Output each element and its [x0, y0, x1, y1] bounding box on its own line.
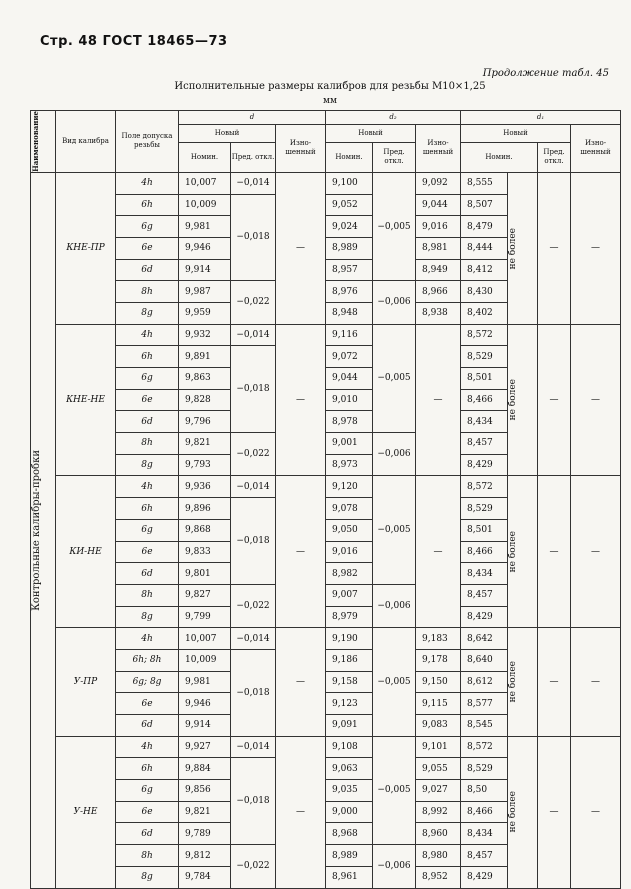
header-d1: d₁ — [461, 111, 621, 125]
d2-worn: 8,992 — [416, 801, 461, 823]
d2-worn: 8,960 — [416, 823, 461, 845]
d-nominal: 9,827 — [179, 584, 231, 606]
d-nominal: 9,821 — [179, 801, 231, 823]
d1-nominal: 8,529 — [461, 498, 508, 520]
d1-worn-dash: — — [571, 736, 621, 888]
d1-deviation-text: не более — [508, 531, 518, 573]
d2-nominal: 8,957 — [326, 259, 373, 281]
d2-nominal: 8,979 — [326, 606, 373, 628]
d2-nominal: 8,961 — [326, 866, 373, 888]
d2-deviation: −0,005 — [373, 324, 416, 432]
header-d-pred: Пред. откл. — [231, 142, 276, 172]
d1-worn-dash: — — [571, 628, 621, 736]
d1-deviation — [508, 736, 538, 888]
d2-nominal: 9,116 — [326, 324, 373, 346]
d2-deviation: −0,005 — [373, 736, 416, 844]
d2-nominal: 9,035 — [326, 780, 373, 802]
tolerance-field: 6h; 8h — [116, 649, 179, 671]
header-d-new: Новый — [179, 125, 276, 143]
d2-nominal: 9,100 — [326, 172, 373, 194]
d-worn-dash: — — [276, 172, 326, 324]
table-title: Исполнительные размеры калибров для резьбы М10×1,25 — [174, 81, 486, 92]
d2-nominal: 8,948 — [326, 302, 373, 324]
table-units: мм — [322, 96, 337, 106]
d-worn-dash: — — [276, 476, 326, 628]
d2-deviation: −0,006 — [373, 845, 416, 888]
table-body — [31, 172, 621, 888]
d-deviation: −0,014 — [231, 628, 276, 650]
header-d2-pred: Пред. откл. — [373, 142, 416, 172]
d2-deviation: −0,006 — [373, 281, 416, 324]
d1-deviation-text: не более — [508, 379, 518, 421]
header-d2-nom: Номин. — [326, 142, 373, 172]
tolerance-field: 6e — [116, 389, 179, 411]
d1-nominal: 8,640 — [461, 649, 508, 671]
d-deviation: −0,022 — [231, 281, 276, 324]
table-row — [31, 324, 621, 346]
d2-deviation: −0,006 — [373, 433, 416, 476]
d2-worn: 9,083 — [416, 715, 461, 737]
d1-nominal: 8,402 — [461, 302, 508, 324]
d1-nominal: 8,466 — [461, 389, 508, 411]
d1-worn-dash: — — [571, 476, 621, 628]
d-nominal: 9,981 — [179, 216, 231, 238]
group-name: Контрольные калибры-пробки — [31, 449, 42, 611]
calibre-type: КНЕ-ПР — [56, 172, 116, 324]
tolerance-field: 6g; 8g — [116, 671, 179, 693]
d-nominal: 9,896 — [179, 498, 231, 520]
tolerance-field: 8h — [116, 845, 179, 867]
d-nominal: 9,812 — [179, 845, 231, 867]
d2-nominal: 8,976 — [326, 281, 373, 303]
tolerance-field: 6h — [116, 346, 179, 368]
d1-worn-dash: — — [571, 324, 621, 476]
tolerance-field: 8g — [116, 454, 179, 476]
d2-nominal: 8,989 — [326, 845, 373, 867]
d1-nominal: 8,429 — [461, 454, 508, 476]
continuation-note: Продолжение табл. 45 — [482, 68, 609, 79]
d1-pred-dash: — — [538, 324, 571, 476]
d1-nominal: 8,444 — [461, 237, 508, 259]
header-d-nom: Номин. — [179, 142, 231, 172]
d-deviation: −0,022 — [231, 845, 276, 888]
header-vid: Вид калибра — [56, 111, 116, 173]
d2-worn-dash: — — [416, 476, 461, 628]
d-nominal: 9,884 — [179, 758, 231, 780]
tolerance-field: 6e — [116, 541, 179, 563]
d-nominal: 9,856 — [179, 780, 231, 802]
d1-deviation-text: не более — [508, 227, 518, 269]
d2-worn: 9,178 — [416, 649, 461, 671]
d2-nominal: 9,052 — [326, 194, 373, 216]
d2-deviation: −0,006 — [373, 584, 416, 627]
header-pole: Поле допуска резьбы — [116, 111, 179, 173]
d2-nominal: 9,016 — [326, 541, 373, 563]
tolerance-field: 6h — [116, 498, 179, 520]
d-nominal: 9,891 — [179, 346, 231, 368]
d2-nominal: 9,007 — [326, 584, 373, 606]
d2-worn: 8,949 — [416, 259, 461, 281]
tolerance-field: 4h — [116, 476, 179, 498]
d2-nominal: 9,078 — [326, 498, 373, 520]
d-worn-dash: — — [276, 628, 326, 736]
d1-deviation — [508, 476, 538, 628]
d1-nominal: 8,466 — [461, 801, 508, 823]
d-nominal: 9,801 — [179, 563, 231, 585]
tolerance-field: 4h — [116, 324, 179, 346]
d2-deviation: −0,005 — [373, 476, 416, 584]
tolerance-field: 6e — [116, 801, 179, 823]
header-d2: d₂ — [326, 111, 461, 125]
tolerance-field: 8h — [116, 584, 179, 606]
d2-worn: 9,150 — [416, 671, 461, 693]
d1-deviation-text: не более — [508, 791, 518, 833]
d-nominal: 9,927 — [179, 736, 231, 758]
header-d-worn: Изно-шенный — [276, 125, 326, 173]
d2-nominal: 9,190 — [326, 628, 373, 650]
d1-nominal: 8,572 — [461, 736, 508, 758]
d2-worn: 8,966 — [416, 281, 461, 303]
d-nominal: 9,799 — [179, 606, 231, 628]
d-nominal: 9,821 — [179, 433, 231, 455]
tolerance-field: 6d — [116, 715, 179, 737]
tolerance-field: 6d — [116, 563, 179, 585]
d2-deviation: −0,005 — [373, 172, 416, 280]
d1-nominal: 8,429 — [461, 866, 508, 888]
d-deviation: −0,022 — [231, 584, 276, 627]
header-naimenovanie: Наименование — [31, 111, 56, 173]
d1-nominal: 8,501 — [461, 519, 508, 541]
d-nominal: 9,863 — [179, 368, 231, 390]
d1-deviation — [508, 324, 538, 476]
tolerance-field: 6d — [116, 259, 179, 281]
d-deviation: −0,018 — [231, 649, 276, 736]
group-name-cell — [31, 172, 56, 888]
d-worn-dash: — — [276, 736, 326, 888]
d2-nominal: 8,968 — [326, 823, 373, 845]
tolerance-field: 6h — [116, 758, 179, 780]
tolerance-field: 6g — [116, 216, 179, 238]
d2-nominal: 8,989 — [326, 237, 373, 259]
d1-deviation-text: не более — [508, 661, 518, 703]
d2-deviation: −0,005 — [373, 628, 416, 736]
table-row — [31, 172, 621, 194]
tolerance-field: 6e — [116, 237, 179, 259]
tolerance-field: 6g — [116, 368, 179, 390]
d2-worn: 9,044 — [416, 194, 461, 216]
calibre-table — [30, 110, 621, 889]
d1-nominal: 8,430 — [461, 281, 508, 303]
d-nominal: 9,793 — [179, 454, 231, 476]
d1-pred-dash: — — [538, 172, 571, 324]
d2-nominal: 9,072 — [326, 346, 373, 368]
d2-nominal: 9,050 — [326, 519, 373, 541]
calibre-type: КНЕ-НЕ — [56, 324, 116, 476]
d2-nominal: 9,063 — [326, 758, 373, 780]
d2-worn: 9,183 — [416, 628, 461, 650]
d1-nominal: 8,457 — [461, 584, 508, 606]
d1-nominal: 8,434 — [461, 563, 508, 585]
d1-pred-dash: — — [538, 476, 571, 628]
d2-worn: 8,952 — [416, 866, 461, 888]
d2-worn: 8,938 — [416, 302, 461, 324]
d-nominal: 9,784 — [179, 866, 231, 888]
tolerance-field: 8h — [116, 433, 179, 455]
d2-worn: 9,092 — [416, 172, 461, 194]
d1-nominal: 8,50 — [461, 780, 508, 802]
tolerance-field: 8g — [116, 302, 179, 324]
d1-pred-dash: — — [538, 628, 571, 736]
d-nominal: 9,914 — [179, 259, 231, 281]
header-d2-new: Новый — [326, 125, 416, 143]
d-nominal: 9,959 — [179, 302, 231, 324]
tolerance-field: 6d — [116, 411, 179, 433]
d2-worn: 8,980 — [416, 845, 461, 867]
d-deviation: −0,018 — [231, 758, 276, 845]
d-nominal: 9,981 — [179, 671, 231, 693]
d-nominal: 9,946 — [179, 693, 231, 715]
d-nominal: 9,932 — [179, 324, 231, 346]
d-nominal: 9,796 — [179, 411, 231, 433]
d-deviation: −0,014 — [231, 736, 276, 758]
header-d1-worn: Изно-шенный — [571, 125, 621, 173]
header-d1-new: Новый — [461, 125, 571, 143]
header-d1-nom: Номин. — [461, 142, 538, 172]
d-nominal: 10,009 — [179, 194, 231, 216]
tolerance-field: 6g — [116, 780, 179, 802]
d1-nominal: 8,479 — [461, 216, 508, 238]
d1-nominal: 8,412 — [461, 259, 508, 281]
table-row — [31, 628, 621, 650]
d1-deviation — [508, 628, 538, 736]
tolerance-field: 6e — [116, 693, 179, 715]
d2-nominal: 9,001 — [326, 433, 373, 455]
tolerance-field: 8g — [116, 866, 179, 888]
d1-worn-dash: — — [571, 172, 621, 324]
d1-nominal: 8,457 — [461, 433, 508, 455]
tolerance-field: 6g — [116, 519, 179, 541]
d2-nominal: 9,120 — [326, 476, 373, 498]
calibre-type: У-ПР — [56, 628, 116, 736]
d2-nominal: 9,091 — [326, 715, 373, 737]
tolerance-field: 8h — [116, 281, 179, 303]
d1-pred-dash: — — [538, 736, 571, 888]
d-nominal: 9,828 — [179, 389, 231, 411]
d1-nominal: 8,612 — [461, 671, 508, 693]
page-header: Стр. 48 ГОСТ 18465—73 — [40, 34, 228, 49]
d-deviation: −0,014 — [231, 324, 276, 346]
d1-nominal: 8,577 — [461, 693, 508, 715]
d2-nominal: 9,186 — [326, 649, 373, 671]
d1-nominal: 8,642 — [461, 628, 508, 650]
d2-worn: 8,981 — [416, 237, 461, 259]
d1-nominal: 8,545 — [461, 715, 508, 737]
d2-worn-dash: — — [416, 324, 461, 476]
d1-nominal: 8,457 — [461, 845, 508, 867]
d-nominal: 9,789 — [179, 823, 231, 845]
tolerance-field: 8g — [116, 606, 179, 628]
header-d2-worn: Изно-шенный — [416, 125, 461, 173]
tolerance-field: 6d — [116, 823, 179, 845]
d2-nominal: 8,978 — [326, 411, 373, 433]
d1-nominal: 8,555 — [461, 172, 508, 194]
d-nominal: 10,007 — [179, 628, 231, 650]
d1-nominal: 8,434 — [461, 823, 508, 845]
table-row — [31, 476, 621, 498]
d2-nominal: 8,973 — [326, 454, 373, 476]
d2-nominal: 9,158 — [326, 671, 373, 693]
d1-nominal: 8,507 — [461, 194, 508, 216]
tolerance-field: 4h — [116, 628, 179, 650]
d2-worn: 9,115 — [416, 693, 461, 715]
d-nominal: 9,868 — [179, 519, 231, 541]
d-deviation: −0,018 — [231, 194, 276, 281]
d1-nominal: 8,572 — [461, 476, 508, 498]
d-deviation: −0,022 — [231, 433, 276, 476]
d2-nominal: 9,000 — [326, 801, 373, 823]
d1-nominal: 8,466 — [461, 541, 508, 563]
d1-deviation — [508, 172, 538, 324]
d1-nominal: 8,429 — [461, 606, 508, 628]
tolerance-field: 6h — [116, 194, 179, 216]
d-nominal: 10,009 — [179, 649, 231, 671]
d-deviation: −0,018 — [231, 498, 276, 585]
d1-nominal: 8,572 — [461, 324, 508, 346]
d1-nominal: 8,529 — [461, 346, 508, 368]
d2-worn: 9,027 — [416, 780, 461, 802]
d2-nominal: 9,024 — [326, 216, 373, 238]
d-deviation: −0,018 — [231, 346, 276, 433]
d1-nominal: 8,434 — [461, 411, 508, 433]
d-nominal: 9,946 — [179, 237, 231, 259]
d1-nominal: 8,501 — [461, 368, 508, 390]
d2-nominal: 9,108 — [326, 736, 373, 758]
d2-worn: 9,101 — [416, 736, 461, 758]
d2-worn: 9,016 — [416, 216, 461, 238]
d-nominal: 9,833 — [179, 541, 231, 563]
d2-nominal: 9,010 — [326, 389, 373, 411]
d2-nominal: 8,982 — [326, 563, 373, 585]
d1-nominal: 8,529 — [461, 758, 508, 780]
table-row — [31, 736, 621, 758]
tolerance-field: 4h — [116, 172, 179, 194]
d-deviation: −0,014 — [231, 476, 276, 498]
d-deviation: −0,014 — [231, 172, 276, 194]
d2-nominal: 9,044 — [326, 368, 373, 390]
tolerance-field: 4h — [116, 736, 179, 758]
d-nominal: 9,987 — [179, 281, 231, 303]
header-d: d — [179, 111, 326, 125]
calibre-type: КИ-НЕ — [56, 476, 116, 628]
d-nominal: 9,936 — [179, 476, 231, 498]
d-nominal: 9,914 — [179, 715, 231, 737]
d-nominal: 10,007 — [179, 172, 231, 194]
calibre-type: У-НЕ — [56, 736, 116, 888]
d-worn-dash: — — [276, 324, 326, 476]
header-d1-pred: Пред. откл. — [538, 142, 571, 172]
d2-nominal: 9,123 — [326, 693, 373, 715]
d2-worn: 9,055 — [416, 758, 461, 780]
